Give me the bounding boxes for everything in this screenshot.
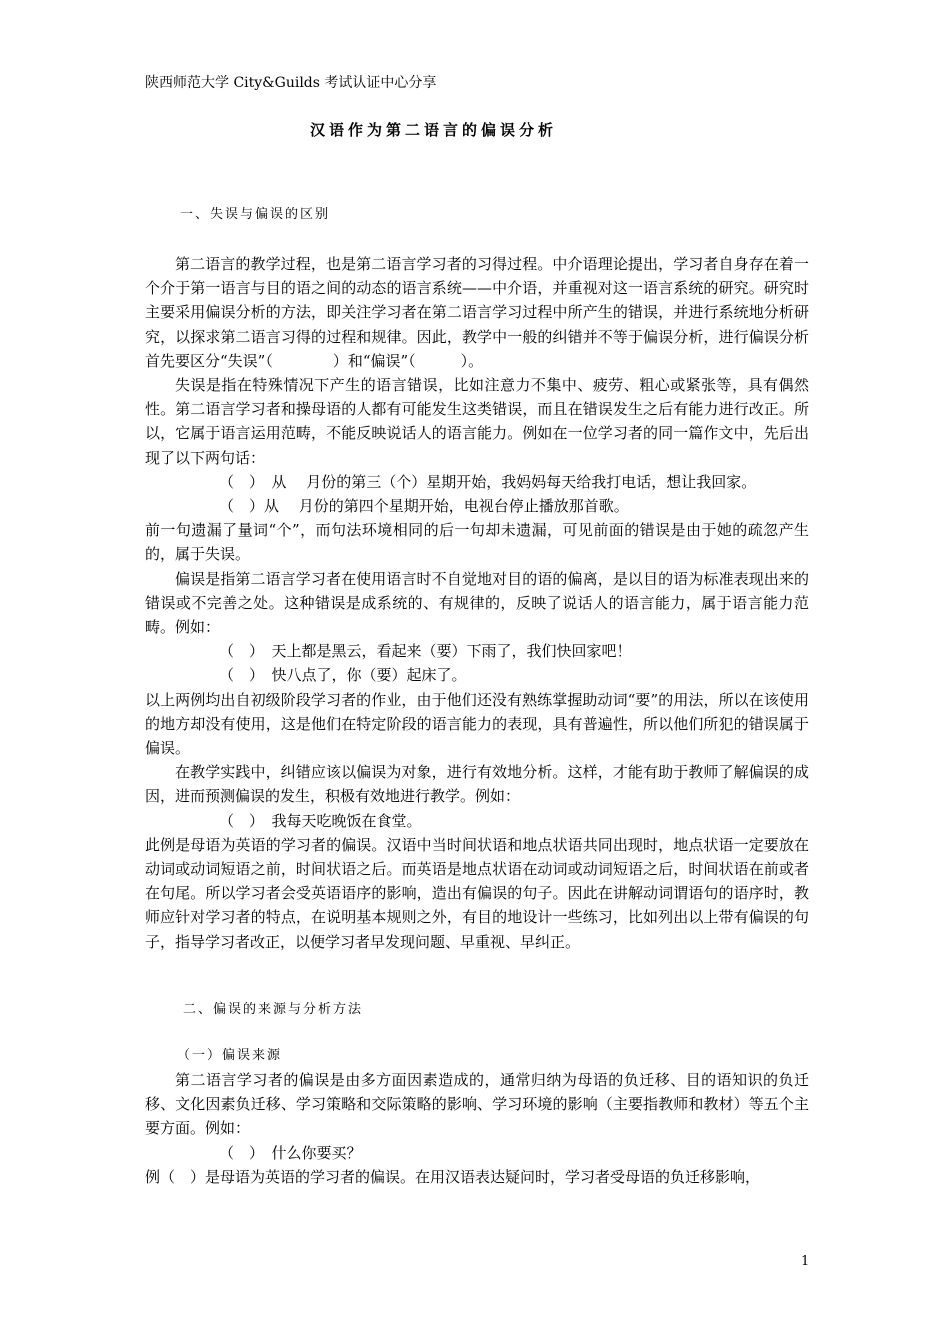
paragraph: 第二语言学习者的偏误是由多方面因素造成的，通常归纳为母语的负迁移、目的语知识的负迁移、文化因素负迁移、学习策略和交际策略的影响、学习环境的影响（主要指教师和教材）等五个主要方面。例如： — [145, 1070, 809, 1138]
example-sentence: （ ） 什么你要买？ — [219, 1143, 362, 1162]
example-sentence: （ ） 从 月份的第三（个）星期开始，我妈妈每天给我打电话，想让我回家。 — [219, 472, 757, 491]
page-header: 陕西师范大学 City&Guilds 考试认证中心分享 — [145, 75, 437, 91]
section-heading-1: 一、失误与偏误的区别 — [180, 207, 331, 222]
paragraph: 前一句遗漏了量词“个”，而句法环境相同的后一句却未遗漏，可见前面的错误是由于她的疏忽产生的，属于失误。 — [145, 521, 809, 564]
section-heading-2: 二、偏误的来源与分析方法 — [183, 1001, 364, 1017]
sub-heading: （一）偏误来源 — [177, 1047, 283, 1063]
document-body — [145, 252, 809, 1189]
paragraph: 失误是指在特殊情况下产生的语言错误，比如注意力不集中、疲劳、粗心或紧张等，具有偶然性。第二语言学习者和操母语的人都有可能发生这类错误，而且在错误发生之后有能力进行改正。所以，它属于语言运用范畴，不能反映说话人的语言能力。例如在一位学习者的同一篇作文中，先后出现了以下两句话： — [145, 376, 809, 467]
example-sentence: （ ） 快八点了，你（要）起床了。 — [219, 666, 467, 685]
document-title: 汉语作为第二语言的偏误分析 — [310, 121, 558, 139]
paragraph: 以上两例均出自初级阶段学习者的作业，由于他们还没有熟练掌握助动词“要”的用法，所以在该使用的地方却没有使用，这是他们在特定阶段的语言能力的表现，具有普遍性，所以他们所犯的错误属于偏误。 — [145, 690, 809, 758]
example-sentence: （ ） 天上都是黑云，看起来（要）下雨了，我们快回家吧！ — [219, 642, 632, 661]
paragraph: 第二语言的教学过程，也是第二语言学习者的习得过程。中介语理论提出，学习者自身存在着一个介于第一语言与目的语之间的动态的语言系统——中介语，并重视对这一语言系统的研究。研究时主要采用偏误分析的方法，即关注学习者在第二语言学习过程中所产生的错误，并进行系统地分析研究，以探求第二语言习得的过程和规律。因此，教学中一般的纠错并不等于偏误分析，进行偏误分析首先要区分“失误”（ ）和“偏误”（ ）。 — [145, 255, 809, 370]
page-number: 1 — [801, 1254, 810, 1269]
example-sentence: （ ）从 月份的第四个星期开始，电视台停止播放那首歌。 — [219, 497, 629, 516]
example-sentence: （ ） 我每天吃晚饭在食堂。 — [219, 811, 422, 830]
paragraph: 例（ ）是母语为英语的学习者的偏误。在用汉语表达疑问时，学习者受母语的负迁移影响， — [145, 1167, 761, 1186]
paragraph: 在教学实践中，纠错应该以偏误为对象，进行有效地分析。这样，才能有助于教师了解偏误的成因，进而预测偏误的发生，积极有效地进行教学。例如： — [145, 763, 809, 806]
paragraph: 此例是母语为英语的学习者的偏误。汉语中当时间状语和地点状语共同出现时，地点状语一定要放在动词或动词短语之前，时间状语之后。而英语是地点状语在动词或动词短语之后，时间状语在前或者在句尾。所以学习者会受英语语序的影响，造出有偏误的句子。因此在讲解动词谓语句的语序时，教师应针对学习者的特点，在说明基本规则之外，有目的地设计一些练习，比如列出以上带有偏误的句子，指导学习者改正，以便学习者早发现问题、早重视、早纠正。 — [145, 835, 809, 951]
paragraph: 偏误是指第二语言学习者在使用语言时不自觉地对目的语的偏离，是以目的语为标准表现出来的错误或不完善之处。这种错误是成系统的、有规律的，反映了说话人的语言能力，属于语言能力范畴。例如： — [145, 569, 809, 637]
